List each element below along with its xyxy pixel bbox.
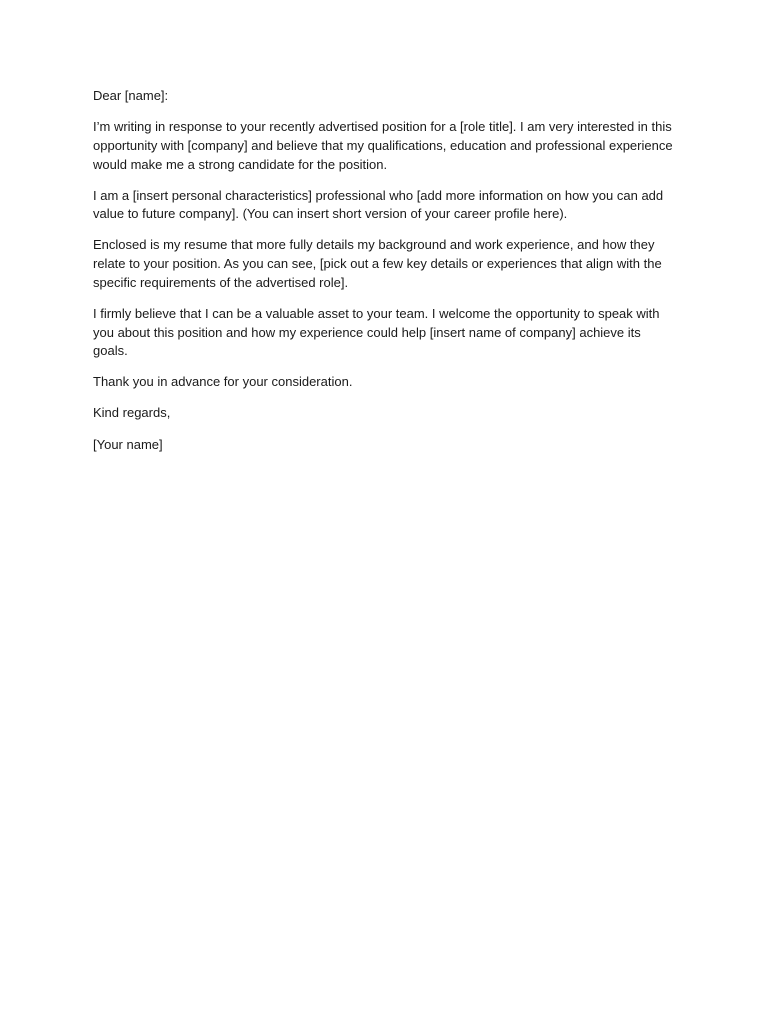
cover-letter-body (93, 87, 675, 467)
paragraph-resume: Enclosed is my resume that more fully details my background and work experience, and how they relate to your position. As you can see, [pick out a few key details or experiences that align with the specific requirements of the advertised role]. (93, 237, 662, 290)
paragraph-intro: I’m writing in response to your recently advertised position for a [role title]. I am very interested in this opportunity with [company] and believe that my qualifications, education and professional experience would make me a strong candidate for the position. (93, 119, 673, 172)
paragraph-characteristics: I am a [insert personal characteristics] professional who [add more information on how you can add value to future company]. (You can insert short version of your career profile here). (93, 187, 664, 222)
closing: Kind regards, (93, 405, 171, 421)
signature: [Your name] (93, 436, 163, 452)
paragraph-thanks: Thank you in advance for your consideration. (93, 374, 353, 390)
paragraph-value: I firmly believe that I can be a valuable asset to your team. I welcome the opportunity to speak with you about this position and how my experience could help [insert name of company] achieve its goals. (93, 305, 660, 359)
salutation: Dear [name]: (93, 88, 169, 103)
